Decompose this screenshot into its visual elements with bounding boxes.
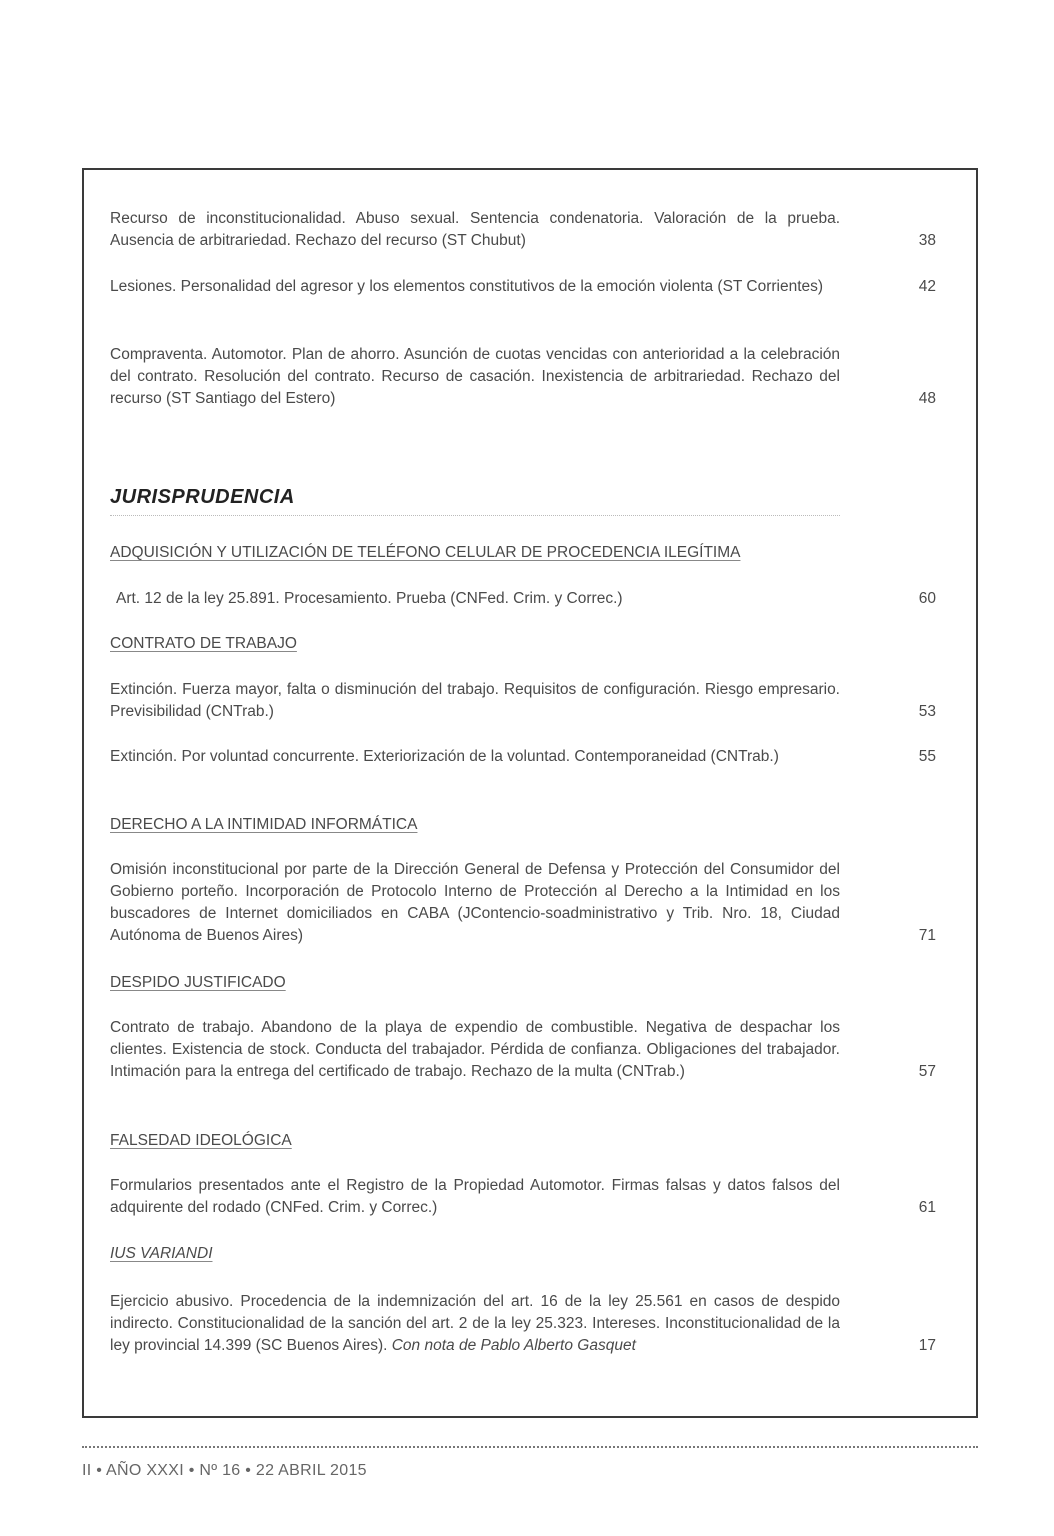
entry-text: Extinción. Fuerza mayor, falta o disminución del trabajo. Requisitos de configuración. Riesgo empresario. Previsibilidad (CNTrab.)	[110, 681, 840, 720]
entry-text: Art. 12 de la ley 25.891. Procesamiento. Prueba (CNFed. Crim. y Correc.)	[116, 590, 623, 607]
entry-note: Con nota de Pablo Alberto Gasquet	[391, 1337, 636, 1354]
entry-text: Recurso de inconstitucionalidad. Abuso sexual. Sentencia condenatoria. Valoración de la prueba. Ausencia de arbitrariedad. Rechazo del recurso (ST Chubut)	[110, 210, 840, 249]
index-entry	[116, 588, 936, 610]
entry-page: 38	[918, 232, 936, 249]
topic-heading: DERECHO A LA INTIMIDAD INFORMÁTICA	[110, 816, 418, 833]
topic-heading: IUS VARIANDI	[110, 1245, 213, 1262]
entry-page: 48	[918, 390, 936, 407]
entry-text: Compraventa. Automotor. Plan de ahorro. Asunción de cuotas vencidas con anterioridad a la celebración del contrato. Resolución del contrato. Recurso de casación. Inexistencia de arbitrariedad. Rechazo del recurso (ST Santiago del Estero)	[110, 346, 840, 407]
index-entry	[110, 276, 936, 298]
entry-page: 17	[918, 1337, 936, 1354]
entry-text	[110, 1291, 840, 1357]
topic-heading: CONTRATO DE TRABAJO	[110, 635, 297, 652]
index-entry	[110, 344, 936, 410]
index-entry	[110, 1017, 936, 1083]
entry-page: 42	[918, 278, 936, 295]
section-title: JURISPRUDENCIA	[110, 486, 295, 508]
entry-main-text: Ejercicio abusivo. Procedencia de la indemnización del art. 16 de la ley 25.561 en casos de despido indirecto. Constitucionalidad de la sanción del art. 2 de la ley 25.323. Intereses. Inconstitucionalidad de la ley provincial 14.399 (SC Buenos Aires).	[110, 1293, 840, 1354]
entry-text: Contrato de trabajo. Abandono de la playa de expendio de combustible. Negativa de despachar los clientes. Existencia de stock. Conducta del trabajador. Pérdida de confianza. Obligaciones del trabajador. Intimación para la entrega del certificado de trabajo. Rechazo de la multa (CNTrab.)	[110, 1019, 840, 1080]
topic-heading: FALSEDAD IDEOLÓGICA	[110, 1132, 292, 1149]
topic-heading: DESPIDO JUSTIFICADO	[110, 974, 286, 991]
index-entry	[110, 746, 936, 768]
index-entry	[110, 1175, 936, 1219]
entry-text: Lesiones. Personalidad del agresor y los elementos constitutivos de la emoción violenta (ST Corrientes)	[110, 278, 824, 295]
entry-text: Extinción. Por voluntad concurrente. Exteriorización de la voluntad. Contemporaneidad (CNTrab.)	[110, 748, 779, 765]
footer-divider	[82, 1446, 978, 1448]
entry-text: Omisión inconstitucional por parte de la Dirección General de Defensa y Protección del Consumidor del Gobierno porteño. Incorporación de Protocolo Interno de Protección al Derecho a la Intimidad en los buscadores de Internet domiciliados en CABA (JContencio-soadministrativo y Trib. Nro. 18, Ciudad Autónoma de Buenos Aires)	[110, 861, 840, 944]
entry-page: 55	[918, 748, 936, 765]
entry-text: Formularios presentados ante el Registro de la Propiedad Automotor. Firmas falsas y datos falsos del adquirente del rodado (CNFed. Crim. y Correc.)	[110, 1177, 840, 1216]
index-entry	[110, 208, 936, 252]
topic-heading: ADQUISICIÓN Y UTILIZACIÓN DE TELÉFONO CELULAR DE PROCEDENCIA ILEGÍTIMA	[110, 544, 741, 561]
entry-page: 71	[918, 927, 936, 944]
entry-page: 61	[918, 1199, 936, 1216]
section-divider	[110, 515, 840, 516]
entry-page: 57	[918, 1063, 936, 1080]
index-entry	[110, 859, 936, 947]
entry-page: 53	[918, 703, 936, 720]
index-entry	[110, 1291, 936, 1357]
index-entry	[110, 679, 936, 723]
page-footer: II • AÑO XXXI • Nº 16 • 22 ABRIL 2015	[82, 1462, 367, 1479]
entry-page: 60	[918, 590, 936, 607]
